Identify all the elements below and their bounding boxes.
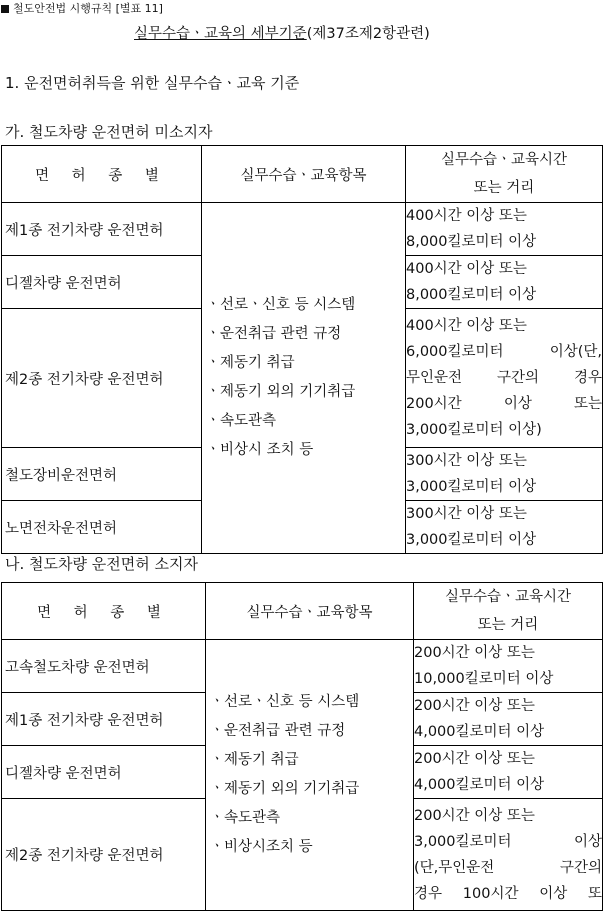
page-title-main: 실무수습ㆍ교육의 세부기준 <box>134 26 307 42</box>
training-time: 200시간 이상 또는 3,000킬로미터 이상 (단,무인운전 구간의 경우 100시간 이상 또 <box>414 799 603 911</box>
square-bullet-icon <box>1 5 9 13</box>
page-title-suffix: (제37조제2항관련) <box>306 26 430 42</box>
table-a-header-row <box>2 146 603 203</box>
subsection-b-heading: 나. 철도차량 운전면허 소지자 <box>5 555 198 573</box>
table-row <box>2 640 603 693</box>
training-time: 200시간 이상 또는 4,000킬로미터 이상 <box>414 746 603 799</box>
table-b <box>1 582 603 911</box>
training-time: 300시간 이상 또는 3,000킬로미터 이상 <box>406 448 603 501</box>
license-name: 디젤차량 운전면허 <box>2 256 202 309</box>
header-reference <box>1 0 163 16</box>
training-time: 300시간 이상 또는 3,000킬로미터 이상 <box>406 501 603 554</box>
table-b-col-license: 면 허 종 별 <box>2 583 206 640</box>
license-name: 노면전차운전면허 <box>2 501 202 554</box>
table-row <box>2 203 603 256</box>
license-name: 제2종 전기차량 운전면허 <box>2 309 202 448</box>
table-a <box>1 145 603 554</box>
page-title <box>134 22 430 43</box>
license-name: 디젤차량 운전면허 <box>2 746 206 799</box>
license-name: 철도장비운전면허 <box>2 448 202 501</box>
table-a-col-time: 실무수습ㆍ교육시간 또는 거리 <box>406 146 603 203</box>
table-b-col-items: 실무수습ㆍ교육항목 <box>206 583 414 640</box>
subsection-a-heading: 가. 철도차량 운전면허 미소지자 <box>5 123 213 141</box>
table-b-header-row <box>2 583 603 640</box>
license-name: 제1종 전기차량 운전면허 <box>2 203 202 256</box>
section-1-heading: 1. 운전면허취득을 위한 실무수습ㆍ교육 기준 <box>5 74 300 92</box>
table-b-col-time: 실무수습ㆍ교육시간 또는 거리 <box>414 583 603 640</box>
training-items-cell: ㆍ선로ㆍ신호 등 시스템 ㆍ운전취급 관련 규정 ㆍ제동기 취급 ㆍ제동기 외의 기기취급 ㆍ속도관측 ㆍ비상시조치 등 <box>206 640 414 911</box>
training-time: 200시간 이상 또는 4,000킬로미터 이상 <box>414 693 603 746</box>
table-a-col-license: 면 허 종 별 <box>2 146 202 203</box>
training-time: 400시간 이상 또는 8,000킬로미터 이상 <box>406 203 603 256</box>
license-name: 제1종 전기차량 운전면허 <box>2 693 206 746</box>
license-name: 제2종 전기차량 운전면허 <box>2 799 206 911</box>
license-name: 고속철도차량 운전면허 <box>2 640 206 693</box>
training-time: 200시간 이상 또는 10,000킬로미터 이상 <box>414 640 603 693</box>
training-time: 400시간 이상 또는 8,000킬로미터 이상 <box>406 256 603 309</box>
header-reference-text: 철도안전법 시행규칙 [별표 11] <box>13 2 163 15</box>
table-a-col-items: 실무수습ㆍ교육항목 <box>202 146 406 203</box>
training-items-cell: ㆍ선로ㆍ신호 등 시스템 ㆍ운전취급 관련 규정 ㆍ제동기 취급 ㆍ제동기 외의 기기취급 ㆍ속도관측 ㆍ비상시 조치 등 <box>202 203 406 554</box>
training-time: 400시간 이상 또는 6,000킬로미터 이상(단, 무인운전 구간의 경우 200시간 이상 또는 3,000킬로미터 이상) <box>406 309 603 448</box>
